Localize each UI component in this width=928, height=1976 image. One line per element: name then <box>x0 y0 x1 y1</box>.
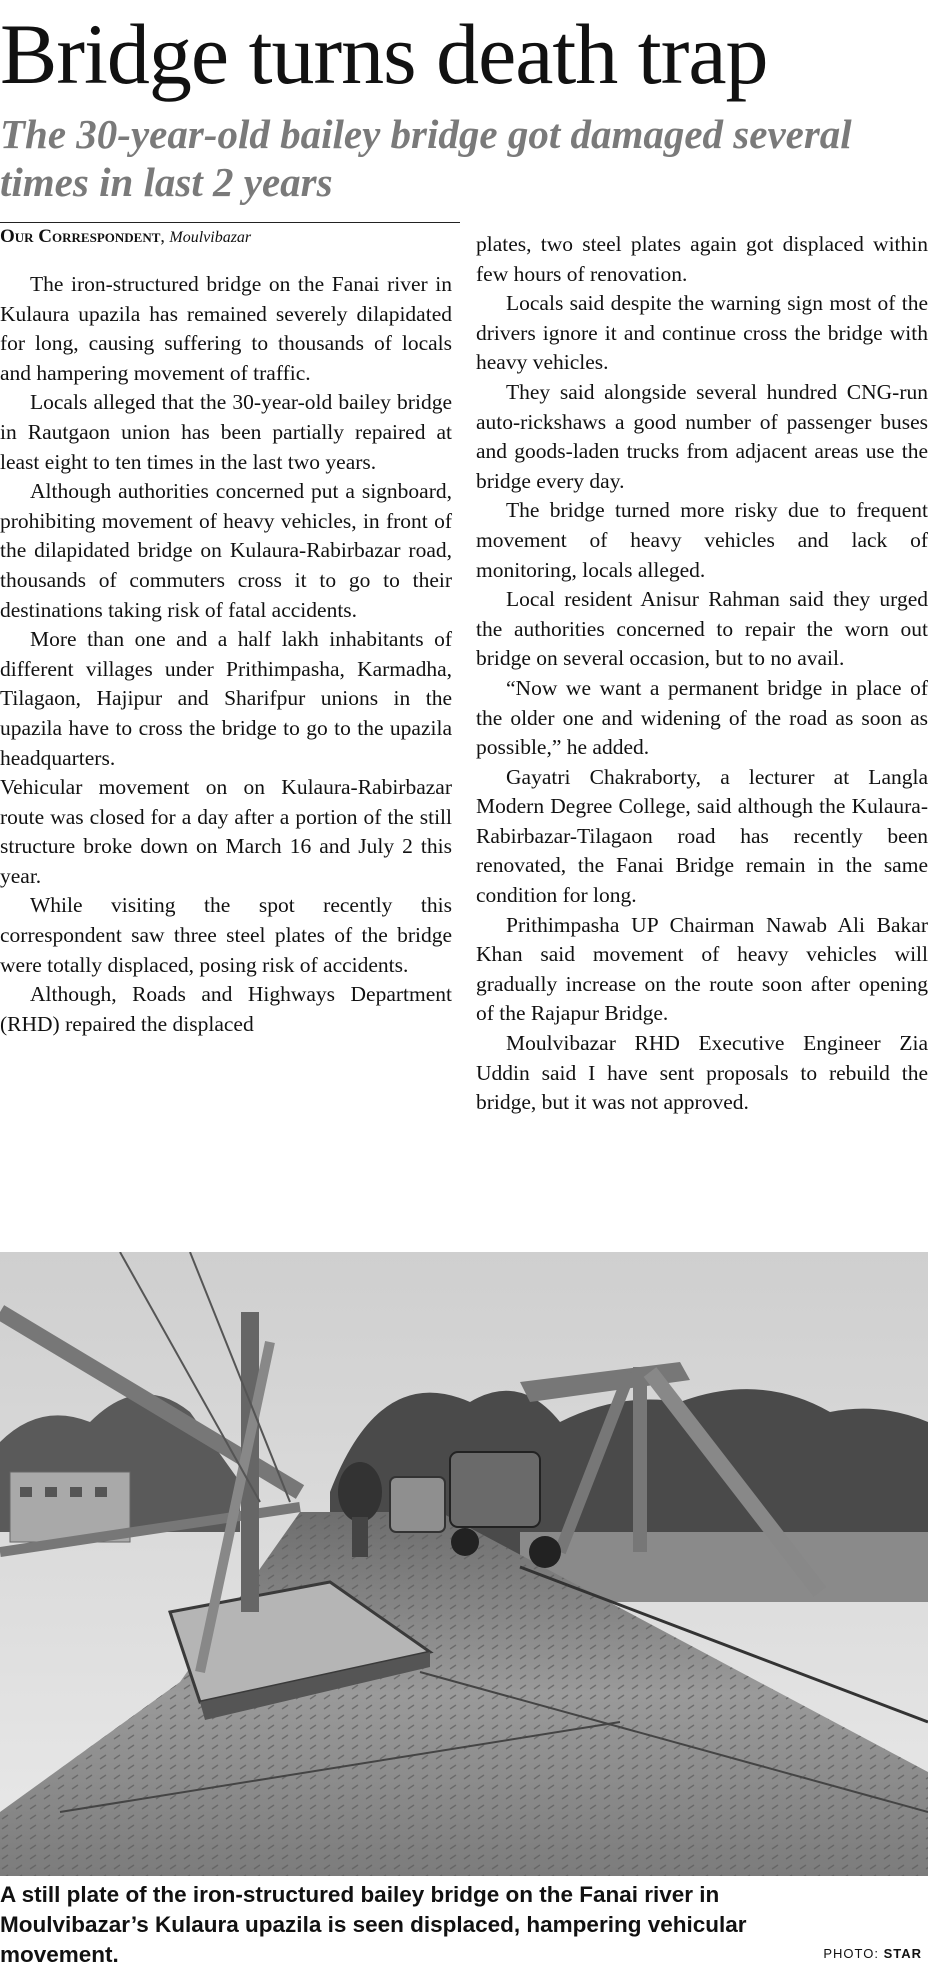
paragraph: Although, Roads and Highways Department (RHD) repaired the displaced <box>0 982 452 1036</box>
paragraph: Vehicular movement on on Kulaura-Rabirbazar route was closed for a day after a portion of the still structure broke down on March 16 and July 2 this year. <box>0 775 452 888</box>
paragraph: Moulvibazar RHD Executive Engineer Zia Uddin said I have sent proposals to rebuild the bridge, but it was not approved. <box>476 1031 928 1115</box>
byline-place: Moulvibazar <box>169 229 252 246</box>
byline-separator: , <box>160 226 170 246</box>
paragraph: Although authorities concerned put a signboard, prohibiting movement of heavy vehicles, in front of the dilapidated bridge on Kulaura-Rabirbazar road, thousands of commuters cross it to go to their destinations taking risk of fatal accidents. <box>0 479 452 622</box>
paragraph: plates, two steel plates again got displaced within few hours of renovation. <box>476 232 928 286</box>
paragraph: More than one and a half lakh inhabitants of different villages under Prithimpasha, Karmadha, Tilagaon, Hajipur and Sharifpur unions in the upazila have to cross the bridge to go to the upazila headquarters. <box>0 627 452 770</box>
paragraph: They said alongside several hundred CNG-run auto-rickshaws a good number of passenger buses and goods-laden trucks from adjacent areas use the bridge every day. <box>476 379 928 493</box>
paragraph: While visiting the spot recently this correspondent saw three steel plates of the bridge were totally displaced, posing risk of accidents. <box>0 893 452 977</box>
motorcycle <box>352 1517 368 1557</box>
wheel <box>451 1528 479 1556</box>
article-column-right <box>476 230 928 1118</box>
byline-author: Our Correspondent <box>0 226 161 247</box>
paragraph: The bridge turned more risky due to frequent movement of heavy vehicles and lack of monitoring, locals alleged. <box>476 498 928 582</box>
subheadline: The 30-year-old bailey bridge got damaged several times in last 2 years <box>0 111 852 205</box>
paragraph: Gayatri Chakraborty, a lecturer at Langla Modern Degree College, said although the Kulaura-Rabirbazar-Tilagaon road has recently been renovated, the Fanai Bridge remain in the same condition for long. <box>476 764 928 908</box>
paragraph: Prithimpasha UP Chairman Nawab Ali Bakar Khan said movement of heavy vehicles will gradually increase on the route soon after opening of the Rajapur Bridge. <box>476 912 928 1026</box>
article-column-left <box>0 270 452 1039</box>
photo-caption <box>0 1880 928 1970</box>
photo-credit-source: STAR <box>883 1946 922 1961</box>
wheel <box>529 1536 561 1568</box>
building-window <box>45 1487 57 1497</box>
photo-caption-text: A still plate of the iron-structured bailey bridge on the Fanai river in Moulvibazar’s Kulaura upazila is seen displaced, hampering vehicular movement. <box>0 1882 747 1967</box>
paragraph: Locals alleged that the 30-year-old bailey bridge in Rautgaon union has been partially repaired at least eight to ten times in the last two years. <box>0 390 452 474</box>
headline: Bridge turns death trap <box>0 6 768 102</box>
auto-rickshaw <box>390 1477 445 1532</box>
auto-rickshaw <box>450 1452 540 1527</box>
building-window <box>20 1487 32 1497</box>
byline <box>0 222 460 251</box>
paragraph: Local resident Anisur Rahman said they urged the authorities concerned to repair the worn out bridge on several occasion, but to no avail. <box>476 587 928 671</box>
bridge-photo-illustration <box>0 1252 928 1876</box>
photo-credit-label: PHOTO: <box>823 1946 879 1961</box>
photo-credit <box>823 1946 922 1961</box>
paragraph: The iron-structured bridge on the Fanai river in Kulaura upazila has remained severely dilapidated for long, causing suffering to thousands of locals and hampering movement of traffic. <box>0 272 452 385</box>
building-window <box>70 1487 82 1497</box>
paragraph: Locals said despite the warning sign most of the drivers ignore it and continue cross the bridge with heavy vehicles. <box>476 291 928 375</box>
bridge-photo <box>0 1252 928 1876</box>
paragraph: “Now we want a permanent bridge in place of the older one and widening of the road as soon as possible,” he added. <box>476 675 928 760</box>
motorcyclist <box>338 1462 382 1522</box>
building-window <box>95 1487 107 1497</box>
